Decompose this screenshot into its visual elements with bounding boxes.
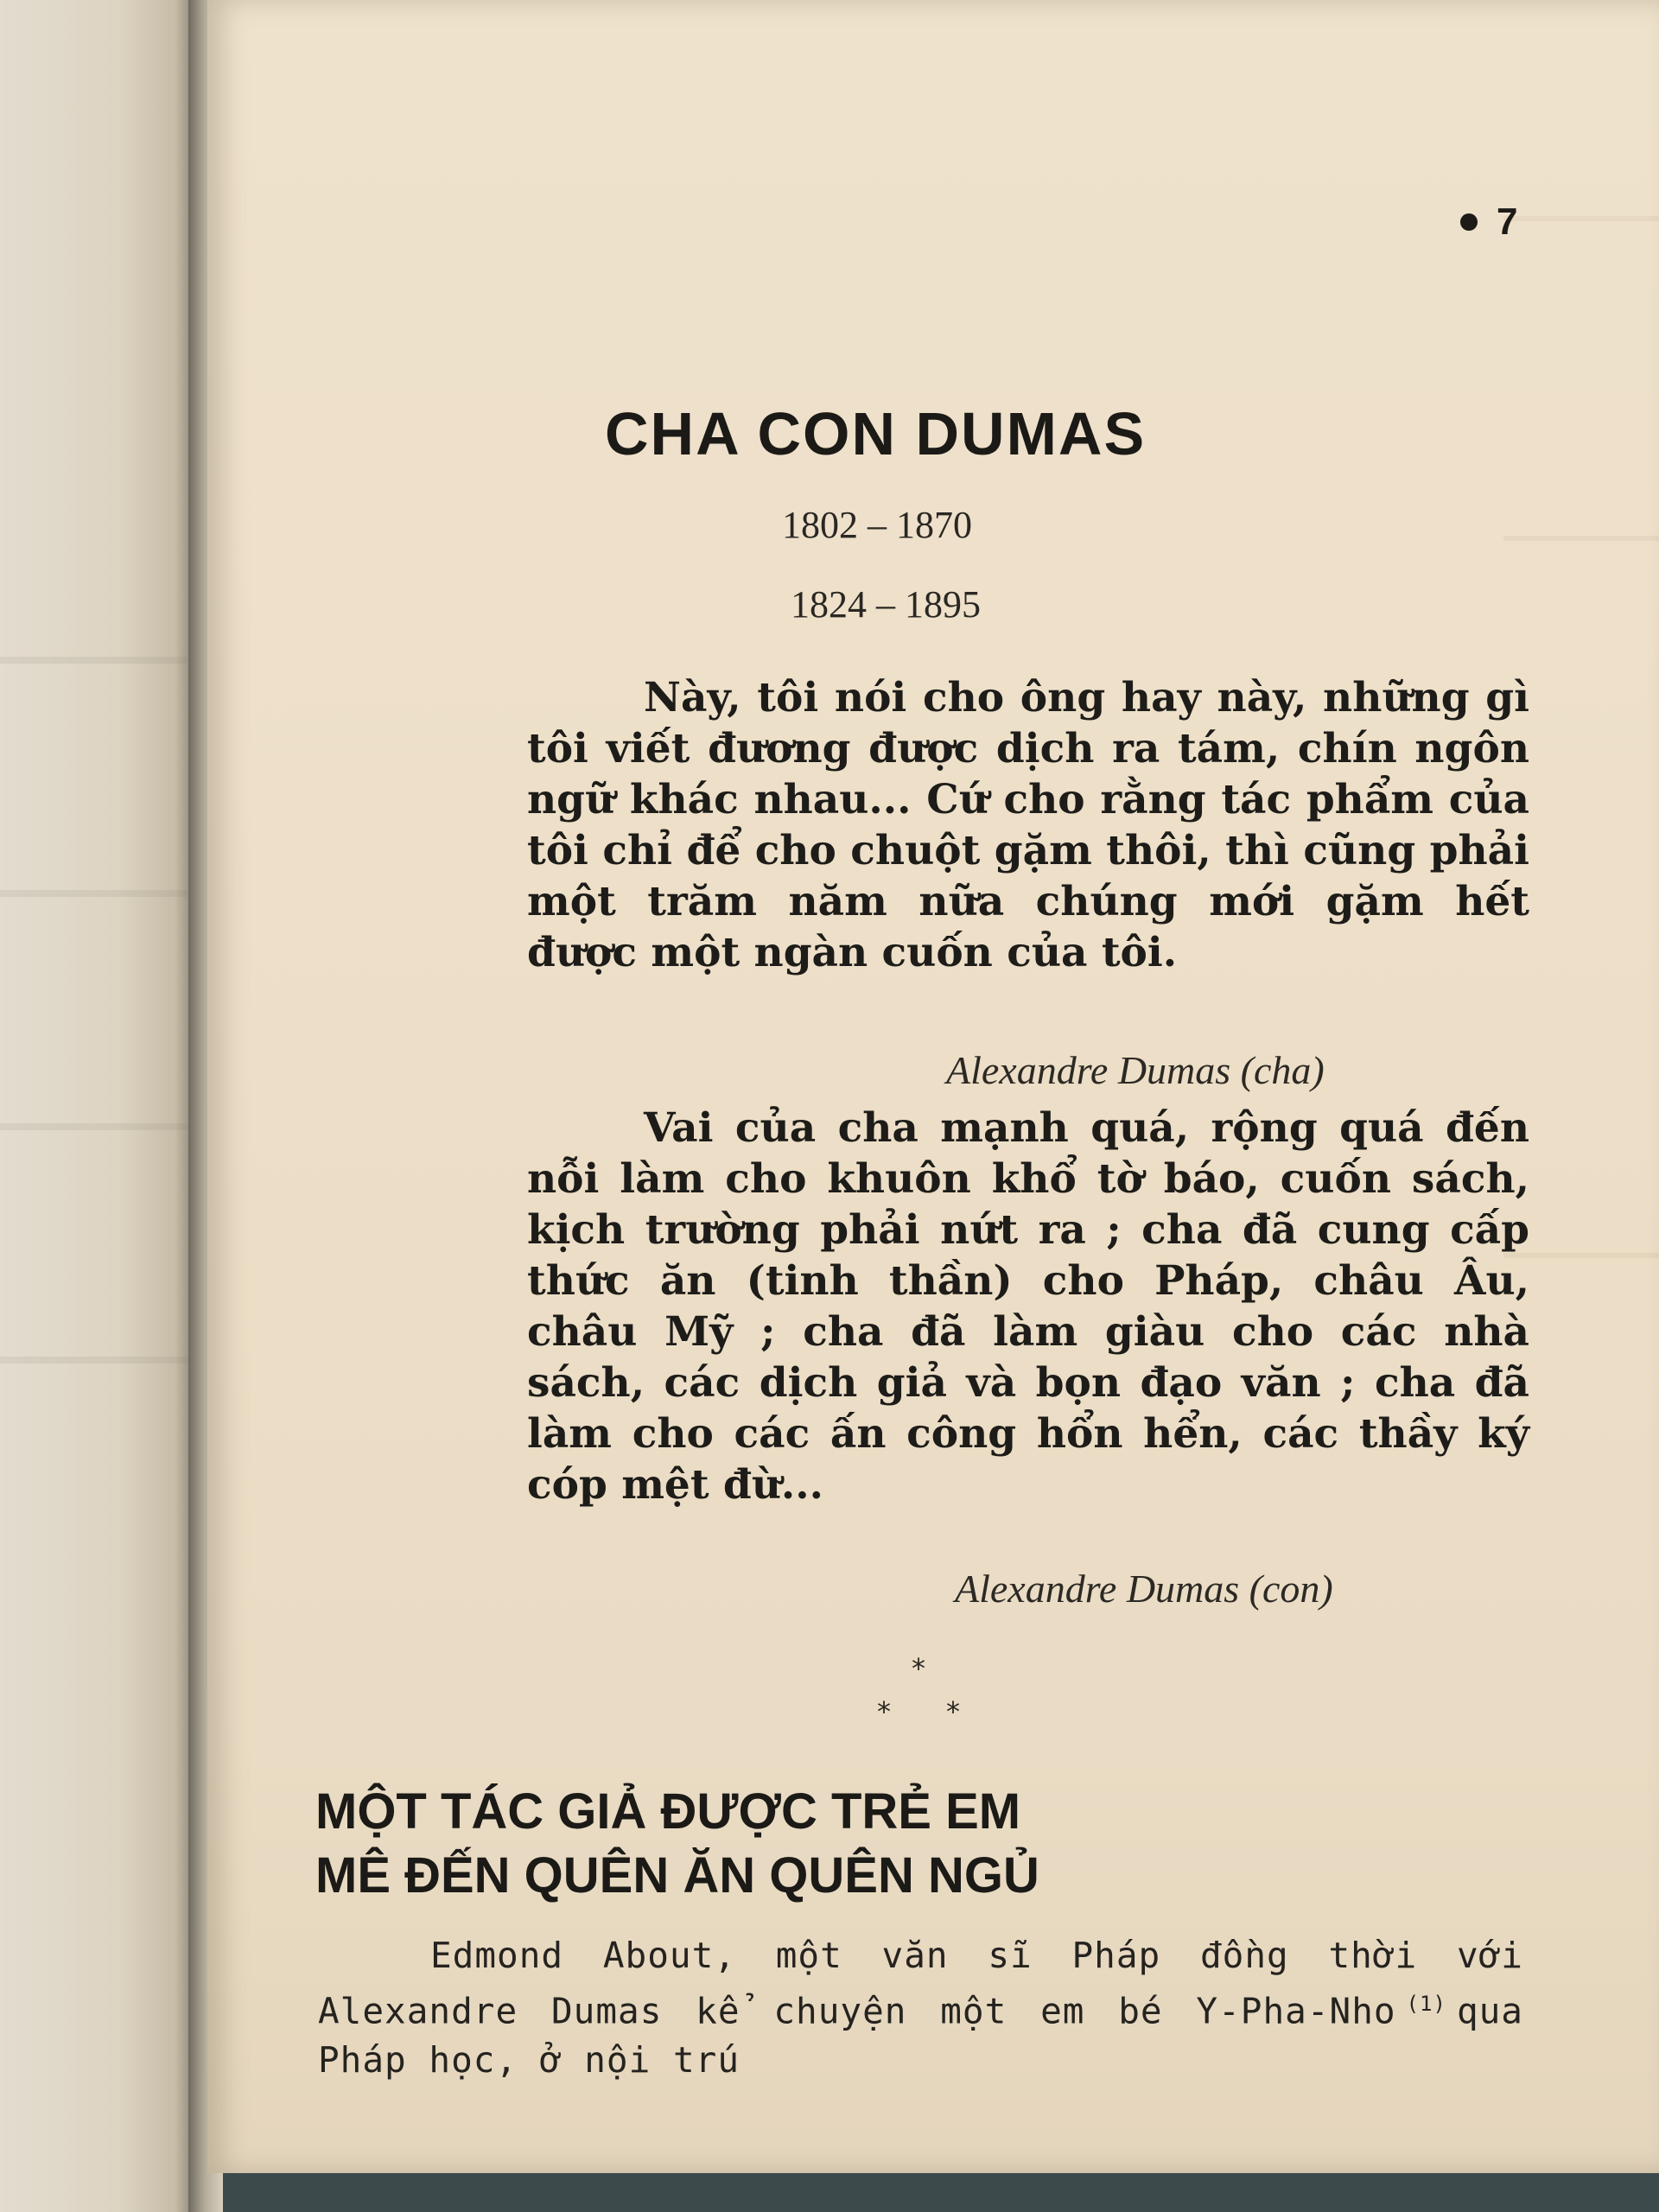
quote-father: Này, tôi nói cho ông hay này, những gì tôi viết đương được dịch ra tám, chín ngôn ngữ khác nhau... Cứ cho rằng tác phẩm của tôi chỉ để cho chuột gặm thôi, thì cũng phải một trăm năm nữa chúng mới gặm hết được một ngàn cuốn của tôi. [527, 674, 1529, 976]
bleed-through-line [0, 657, 194, 664]
previous-page-edge [0, 0, 194, 2212]
separator-star: * [946, 1695, 960, 1728]
section-heading-line: MỘT TÁC GIẢ ĐƯỢC TRẺ EM [315, 1783, 1021, 1840]
years-father: 1802 – 1870 [782, 504, 972, 546]
separator-star: * [877, 1695, 891, 1728]
bleed-through-line [1503, 536, 1659, 541]
bullet-icon [1460, 213, 1478, 231]
footnote-marker: (1) [1406, 1992, 1446, 2016]
bleed-through-line [0, 890, 194, 897]
section-body [318, 1931, 1523, 2084]
section-body-text: Edmond About, một văn sĩ Pháp đồng thời với Alexandre Dumas kể chuyện một em bé Y-Pha-Nho [318, 1935, 1523, 2032]
quote-son-author: Alexandre Dumas (con) [955, 1567, 1333, 1611]
page-number [1460, 200, 1517, 244]
bleed-through-line [1503, 216, 1659, 221]
years-son: 1824 – 1895 [791, 583, 981, 626]
page-number-text: 7 [1497, 200, 1518, 243]
section-heading [315, 1780, 1039, 1908]
separator-star: * [912, 1652, 925, 1685]
chapter-title: CHA CON DUMAS [605, 400, 1147, 467]
section-separator [864, 1652, 985, 1756]
section-body-text: qua Pháp học, ở nội trú [318, 1990, 1523, 2081]
quote-son: Vai của cha mạnh quá, rộng quá đến nỗi làm cho khuôn khổ tờ báo, cuốn sách, kịch trường phải nứt ra ; cha đã cung cấp thức ăn (tinh thần) cho Pháp, châu Âu, châu Mỹ ; cha đã làm giàu cho các nhà sách, các dịch giả và bọn đạo văn ; cha đã làm cho các ấn công hổn hển, các thầy ký cóp mệt đừ... [527, 1104, 1529, 1509]
bleed-through-line [0, 1357, 194, 1363]
section-heading-line: MÊ ĐẾN QUÊN ĂN QUÊN NGỦ [315, 1847, 1039, 1904]
quote-father-author: Alexandre Dumas (cha) [946, 1048, 1325, 1092]
bleed-through-line [0, 1123, 194, 1130]
